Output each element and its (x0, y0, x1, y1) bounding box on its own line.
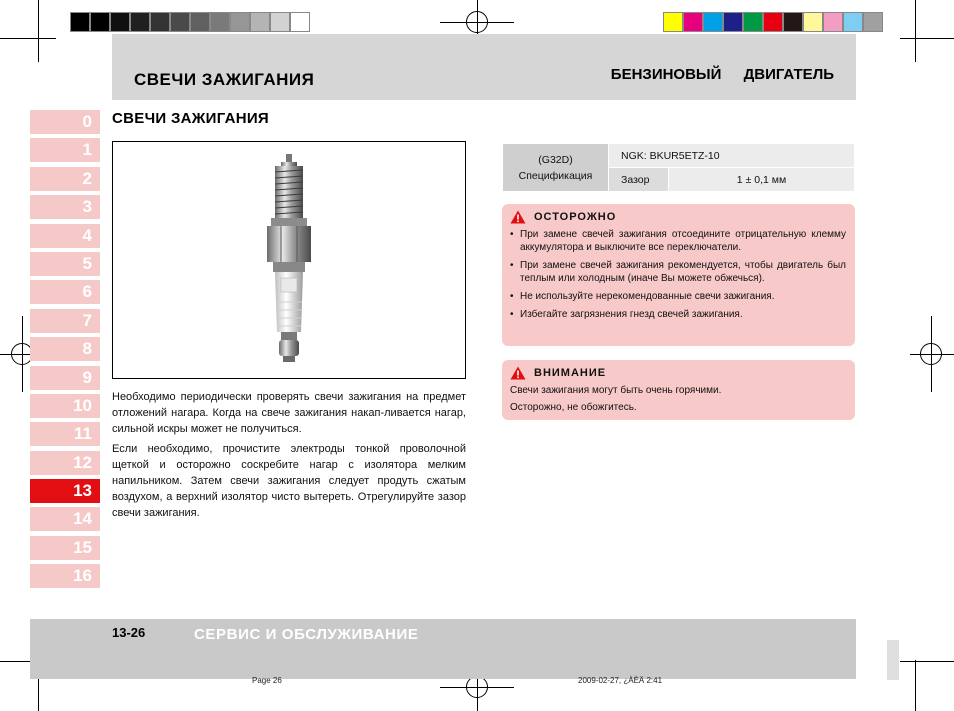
caution-box (502, 204, 855, 346)
spec-label: Спецификация (518, 169, 593, 182)
caution-item: • Не используйте нерекомендованные свечи зажигания. (510, 290, 846, 303)
footer-band (30, 619, 856, 679)
calibration-swatch (663, 12, 683, 32)
calibration-swatch (190, 12, 210, 32)
spec-ngk: NGK: BKUR5ETZ-10 (609, 144, 855, 168)
calibration-swatch (703, 12, 723, 32)
chapter-tab-16[interactable]: 16 (30, 564, 100, 588)
gray-calibration-bar (70, 12, 310, 32)
crop-mark (915, 660, 916, 711)
calibration-swatch (250, 12, 270, 32)
notice-heading-text: ВНИМАНИЕ (534, 366, 607, 379)
chapter-tab-15[interactable]: 15 (30, 536, 100, 560)
caution-item: • При замене свечей зажигания отсоедините отрицательную клемму аккумулятора и выключите все переключатели. (510, 228, 846, 254)
chapter-tab-3[interactable]: 3 (30, 195, 100, 219)
chapter-tab-14[interactable]: 14 (30, 507, 100, 531)
warning-triangle-icon (510, 210, 526, 224)
calibration-swatch (70, 12, 90, 32)
print-timestamp: 2009-02-27, ¿ÀÈÄ 2:41 (578, 676, 663, 685)
chapter-tab-11[interactable]: 11 (30, 422, 100, 446)
caution-item: • Избегайте загрязнения гнезд свечей зажигания. (510, 308, 846, 321)
caution-heading-text: ОСТОРОЖНО (534, 210, 617, 223)
calibration-swatch (683, 12, 703, 32)
crop-mark (0, 38, 56, 39)
chapter-tab-1[interactable]: 1 (30, 138, 100, 162)
body-paragraph: Если необходимо, прочистите электроды тонкой проволочной щеткой и осторожно соскребите нагар с изолятора мелким напильником. Затем свечи зажигания следует продуть сжатым воздухом, а верхний изолятор чисто вытереть. Отрегулируйте зазор свечи зажигания. (112, 443, 466, 519)
header-engine-word: БЕНЗИНОВЫЙ (610, 66, 722, 83)
calibration-swatch (863, 12, 883, 32)
chapter-tab-13[interactable]: 13 (30, 479, 100, 503)
notice-line: Свечи зажигания могут быть очень горячими. (510, 385, 722, 396)
spec-table (502, 143, 855, 192)
chapter-tab-9[interactable]: 9 (30, 366, 100, 390)
caution-item: • При замене свечей зажигания рекомендуется, чтобы двигатель был теплым или холодным (иначе Вы можете обжечься). (510, 259, 846, 285)
notice-line: Осторожно, не обожгитесь. (510, 402, 637, 413)
side-tab (887, 640, 899, 680)
spec-label-cell (503, 144, 609, 192)
chapter-tab-12[interactable]: 12 (30, 451, 100, 475)
calibration-swatch (270, 12, 290, 32)
body-paragraph: Необходимо периодически проверять свечи зажигания на предмет отложений нагара. Когда на свече зажигания накап-ливается нагар, сильной искры может не получиться. (112, 391, 466, 435)
crop-mark (38, 0, 39, 62)
chapter-tab-5[interactable]: 5 (30, 252, 100, 276)
color-calibration-bar (663, 12, 883, 32)
chapter-tab-4[interactable]: 4 (30, 224, 100, 248)
calibration-swatch (783, 12, 803, 32)
header-title: СВЕЧИ ЗАЖИГАНИЯ (134, 70, 315, 89)
spark-plug-illustration (113, 142, 465, 378)
calibration-swatch (90, 12, 110, 32)
registration-circle (466, 11, 488, 33)
spark-plug-image (112, 141, 466, 379)
crop-mark (915, 0, 916, 62)
calibration-swatch (723, 12, 743, 32)
registration-circle (920, 343, 942, 365)
calibration-swatch (743, 12, 763, 32)
spec-gap-label: Зазор (609, 168, 669, 192)
registration-circle (466, 676, 488, 698)
chapter-tab-10[interactable]: 10 (30, 394, 100, 418)
crop-mark (900, 38, 954, 39)
chapter-tab-2[interactable]: 2 (30, 167, 100, 191)
chapter-tab-6[interactable]: 6 (30, 280, 100, 304)
calibration-swatch (210, 12, 230, 32)
calibration-swatch (170, 12, 190, 32)
notice-heading (510, 366, 846, 380)
footer-title: СЕРВИС И ОБСЛУЖИВАНИЕ (194, 626, 419, 643)
calibration-swatch (290, 12, 310, 32)
spec-engine: (G32D) (538, 153, 573, 166)
warning-triangle-icon (510, 366, 526, 380)
body-text (112, 389, 466, 525)
section-title: СВЕЧИ ЗАЖИГАНИЯ (112, 110, 270, 127)
print-page-label: Page 26 (252, 676, 282, 685)
chapter-tabs (30, 110, 100, 593)
crop-mark (900, 661, 954, 662)
calibration-swatch (823, 12, 843, 32)
header-band (112, 34, 856, 100)
calibration-swatch (150, 12, 170, 32)
calibration-swatch (763, 12, 783, 32)
calibration-swatch (230, 12, 250, 32)
header-engine-word: ДВИГАТЕЛЬ (743, 66, 834, 83)
notice-box (502, 360, 855, 420)
calibration-swatch (130, 12, 150, 32)
page-number: 13-26 (112, 625, 146, 640)
caution-heading (510, 210, 846, 224)
chapter-tab-8[interactable]: 8 (30, 337, 100, 361)
chapter-tab-7[interactable]: 7 (30, 309, 100, 333)
chapter-tab-0[interactable]: 0 (30, 110, 100, 134)
header-engine-type (611, 66, 834, 83)
calibration-swatch (803, 12, 823, 32)
caution-list (510, 228, 846, 321)
spec-gap-value: 1 ± 0,1 мм (669, 168, 855, 192)
calibration-swatch (843, 12, 863, 32)
calibration-swatch (110, 12, 130, 32)
